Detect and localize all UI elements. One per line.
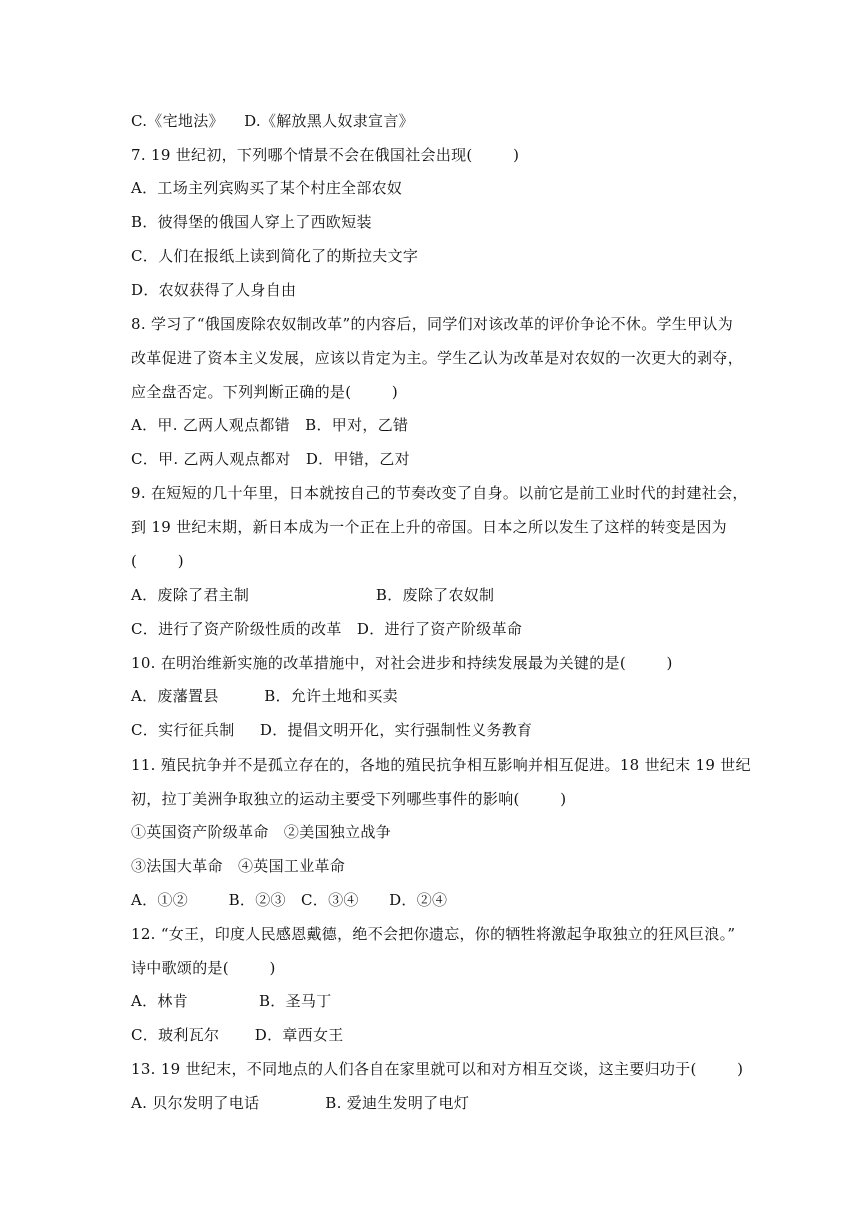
q9-stem-line1: 9. 在短短的几十年里，日本就按自己的节奏改变了自身。以前它是前工业时代的封建社会，: [131, 484, 748, 502]
q11-options: A．①② B．②③ C．③④ D．②④: [131, 891, 448, 909]
q9-stem-line3: ( ): [131, 552, 184, 570]
q9-options-cd: C．进行了资产阶级性质的改革 D．进行了资产阶级革命: [131, 620, 523, 638]
q11-items-12: ①英国资产阶级革命 ②美国独立战争: [131, 823, 392, 841]
q7-option-a: A．工场主列宾购买了某个村庄全部农奴: [131, 179, 403, 197]
q8-stem-line2: 改革促进了资本主义发展，应该以肯定为主。学生乙认为改革是对农奴的一次更大的剥夺，: [131, 349, 744, 367]
q11-items-34: ③法国大革命 ④英国工业革命: [131, 857, 346, 875]
q8-stem-line1: 8. 学习了“俄国废除农奴制改革”的内容后，同学们对该改革的评价争论不休。学生甲认为: [131, 315, 734, 333]
q13-stem: 13. 19 世纪末，不同地点的人们各自在家里就可以和对方相互交谈，这主要归功于( ): [131, 1060, 744, 1078]
q13-options-ab: A. 贝尔发明了电话 B. 爱迪生发明了电灯: [131, 1094, 470, 1112]
q7-option-b: B．彼得堡的俄国人穿上了西欧短装: [131, 213, 372, 231]
q8-options-cd: C．甲. 乙两人观点都对 D．甲错，乙对: [131, 450, 410, 468]
q6-options-cd: C.《宅地法》 D.《解放黑人奴隶宣言》: [131, 112, 414, 130]
q7-stem: 7. 19 世纪初，下列哪个情景不会在俄国社会出现( ): [131, 146, 520, 164]
q10-options-ab: A．废藩置县 B．允许土地和买卖: [131, 687, 398, 705]
q8-stem-line3: 应全盘否定。下列判断正确的是( ): [131, 383, 399, 401]
q9-stem-line2: 到 19 世纪末期，新日本成为一个正在上升的帝国。日本之所以发生了这样的转变是因为: [131, 518, 727, 536]
q11-stem-line1: 11. 殖民抗争并不是孤立存在的，各地的殖民抗争相互影响并相互促进。18 世纪末 19 世纪: [131, 756, 751, 774]
q12-options-ab: A．林肯 B．圣马丁: [131, 992, 332, 1010]
q10-stem: 10. 在明治维新实施的改革措施中，对社会进步和持续发展最为关键的是( ): [131, 654, 673, 672]
q7-option-d: D．农奴获得了人身自由: [131, 281, 297, 299]
q10-options-cd: C．实行征兵制 D．提倡文明开化，实行强制性义务教育: [131, 721, 533, 739]
q8-options-ab: A．甲. 乙两人观点都错 B．甲对，乙错: [131, 416, 409, 434]
q12-stem-line1: 12. “女王，印度人民感恩戴德，绝不会把你遗忘，你的牺牲将激起争取独立的狂风巨浪。”: [131, 925, 736, 943]
q7-option-c: C．人们在报纸上读到简化了的斯拉夫文字: [131, 247, 419, 265]
q11-stem-line2: 初，拉丁美洲争取独立的运动主要受下列哪些事件的影响( ): [131, 790, 567, 808]
q9-options-ab: A．废除了君主制 B．废除了农奴制: [131, 586, 495, 604]
q12-stem-line2: 诗中歌颂的是( ): [131, 959, 276, 977]
q12-options-cd: C．玻利瓦尔 D．章西女王: [131, 1026, 344, 1044]
